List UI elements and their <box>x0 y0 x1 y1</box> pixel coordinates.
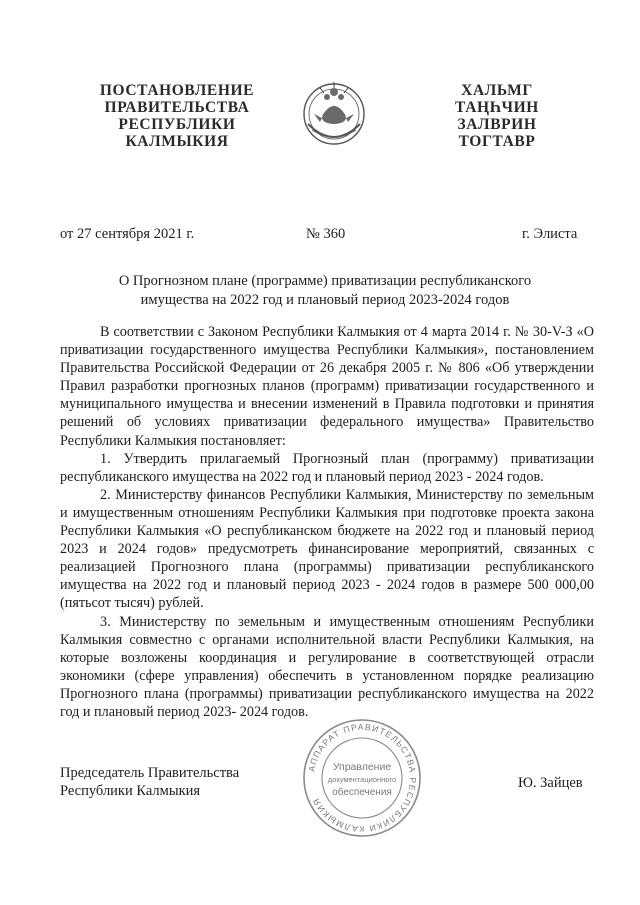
stamp-line2: документационного <box>327 775 397 784</box>
stamp-line1: Управление <box>332 761 392 773</box>
body-paragraph-3: 3. Министерству по земельным и имущественным отношениям Республики Калмыкия совместно с органами исполнительной власти Республики Калмыкия, на которые возложены координация и регулирование в соответствующей отрасли экономики (сфере управления) обеспечить в установленном порядке реализацию Прогнозного плана (программы) приватизации республиканского имущества на 2022 год и плановый период 2023- 2024 годов. <box>60 613 594 720</box>
official-stamp <box>300 716 424 840</box>
document-city: г. Элиста <box>522 226 578 242</box>
document-date: от 27 сентября 2021 г. <box>60 226 195 242</box>
signature-position-line2: Республики Калмыкия <box>60 783 201 799</box>
document-number: № 360 <box>306 226 346 242</box>
body-paragraph-2: 2. Министерству финансов Республики Калмыкия, Министерству по земельным и имущественным отношениям Республики Калмыкия при подготовке проекта закона Республики Калмыкия «О республиканском бюджете на 2022 год и плановый период 2023 и 2024 годов» предусмотреть финансирование мероприятий, связанных с реализацией Прогнозного плана (программы) приватизации республиканского имущества на 2022 год и плановый период 2023 - 2024 годов в размере 500 000,00 (пятьсот тысяч) рублей. <box>60 486 594 612</box>
signature-position-line1: Председатель Правительства <box>60 765 240 781</box>
coat-of-arms-emblem <box>298 74 370 152</box>
document-title: О Прогнозном плане (программе) приватизации республиканского имущества на 2022 год и плановый период 2023-2024 годов <box>118 273 532 308</box>
header-left-title: ПОСТАНОВЛЕНИЕ ПРАВИТЕЛЬСТВА РЕСПУБЛИКИ КАЛМЫКИЯ <box>99 82 255 150</box>
body-paragraph-1: 1. Утвердить прилагаемый Прогнозный план (программу) приватизации республиканского имущества на 2022 год и плановый период 2023 - 2024 годов. <box>60 450 594 485</box>
body-paragraph-intro: В соответствии с Законом Республики Калмыкия от 4 марта 2014 г. № 30-V-З «О приватизации государственного имущества Республики Калмыкия», постановлением Правительства Российской Федерации от 26 декабря 2005 г. № 806 «Об утверждении Правил разработки прогнозных планов (программ) приватизации государственного и муниципального имущества и внесении изменений в Правила подготовки и принятия решений об условиях приватизации федерального имущества» Правительство Республики Калмыкия постановляет: <box>60 324 594 449</box>
stamp-outer-text: АППАРАТ ПРАВИТЕЛЬСТВА РЕСПУБЛИКИ КАЛМЫКИЯ <box>306 721 419 835</box>
signature-position <box>60 764 280 800</box>
header-right-title: ХАЛЬМГ ТАҢҺЧИН ЗАЛВРИН ТОГТАВР <box>455 82 539 150</box>
stamp-line3: обеспечения <box>332 787 392 798</box>
signature-name: Ю. Зайцев <box>518 775 583 791</box>
document-body <box>60 323 594 721</box>
